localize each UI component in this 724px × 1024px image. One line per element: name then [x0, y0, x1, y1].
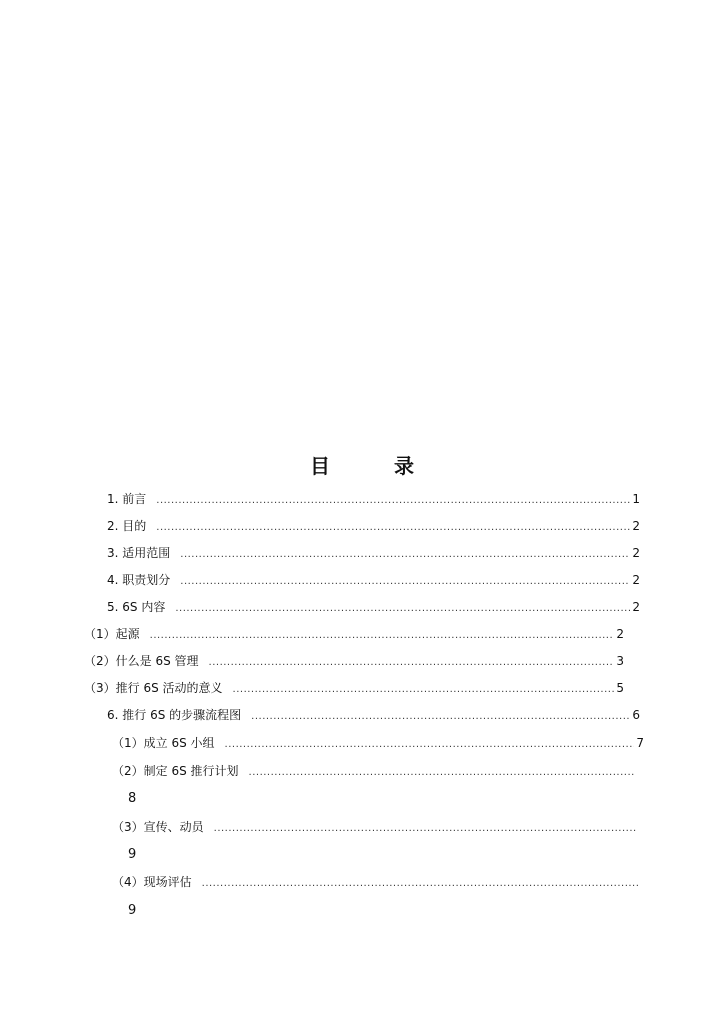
toc-entry-page: 2 [632, 519, 640, 533]
toc-entry-label: （3）宣传、动员 [112, 820, 204, 834]
toc-entry-label: （2）什么是 6S 管理 [84, 654, 199, 668]
toc-entry[interactable] [84, 679, 624, 697]
dot-leader [225, 736, 635, 754]
toc-entry-page: 1 [632, 492, 640, 506]
toc-entry-label: 4. 职责划分 [107, 573, 171, 587]
toc-entry-label: （2）制定 6S 推行计划 [112, 764, 239, 778]
dot-leader [180, 546, 630, 564]
toc-entry[interactable] [112, 873, 640, 891]
toc-entry-page: 2 [632, 546, 640, 560]
toc-entry[interactable] [107, 706, 640, 724]
toc-entry-page: 9 [128, 847, 137, 862]
dot-leader [233, 681, 615, 699]
dot-leader [150, 627, 615, 645]
toc-entry[interactable] [107, 571, 640, 589]
dot-leader [251, 708, 630, 726]
toc-entry-page: 3 [616, 654, 624, 668]
dot-leader [156, 492, 630, 510]
toc-entry[interactable] [107, 490, 640, 508]
dot-leader [209, 654, 615, 672]
toc-entry[interactable] [112, 762, 636, 780]
dot-leader [202, 875, 638, 893]
toc-entry-page: 5 [616, 681, 624, 695]
toc-entry-page: 2 [632, 600, 640, 614]
toc-entry-page: 7 [636, 736, 644, 750]
toc-entry[interactable] [112, 818, 638, 836]
toc-entry-label: （1）起源 [84, 627, 140, 641]
toc-entry-label: 3. 适用范围 [107, 546, 171, 560]
toc-entry-label: （1）成立 6S 小组 [112, 736, 215, 750]
dot-leader [214, 820, 636, 838]
toc-entry-label: 2. 目的 [107, 519, 147, 533]
dot-leader [175, 600, 630, 618]
toc-entry-label: 1. 前言 [107, 492, 147, 506]
toc-title: 目 录 [310, 454, 436, 478]
toc-entry[interactable] [107, 598, 640, 616]
dot-leader [249, 764, 634, 782]
toc-entry-label: 5. 6S 内容 [107, 600, 166, 614]
toc-entry[interactable] [112, 734, 644, 752]
toc-entry[interactable] [84, 625, 624, 643]
toc-entry-page: 6 [632, 708, 640, 722]
toc-entry-label: （4）现场评估 [112, 875, 192, 889]
toc-entry[interactable] [107, 544, 640, 562]
toc-entry[interactable] [84, 652, 624, 670]
toc-entry-page: 2 [616, 627, 624, 641]
toc-entry[interactable] [107, 517, 640, 535]
toc-entry-page: 8 [128, 791, 137, 806]
toc-entry-page: 2 [632, 573, 640, 587]
dot-leader [156, 519, 630, 537]
toc-entry-page: 9 [128, 903, 137, 918]
dot-leader [180, 573, 630, 591]
toc-entry-label: （3）推行 6S 活动的意义 [84, 681, 223, 695]
toc-entry-label: 6. 推行 6S 的步骤流程图 [107, 708, 242, 722]
